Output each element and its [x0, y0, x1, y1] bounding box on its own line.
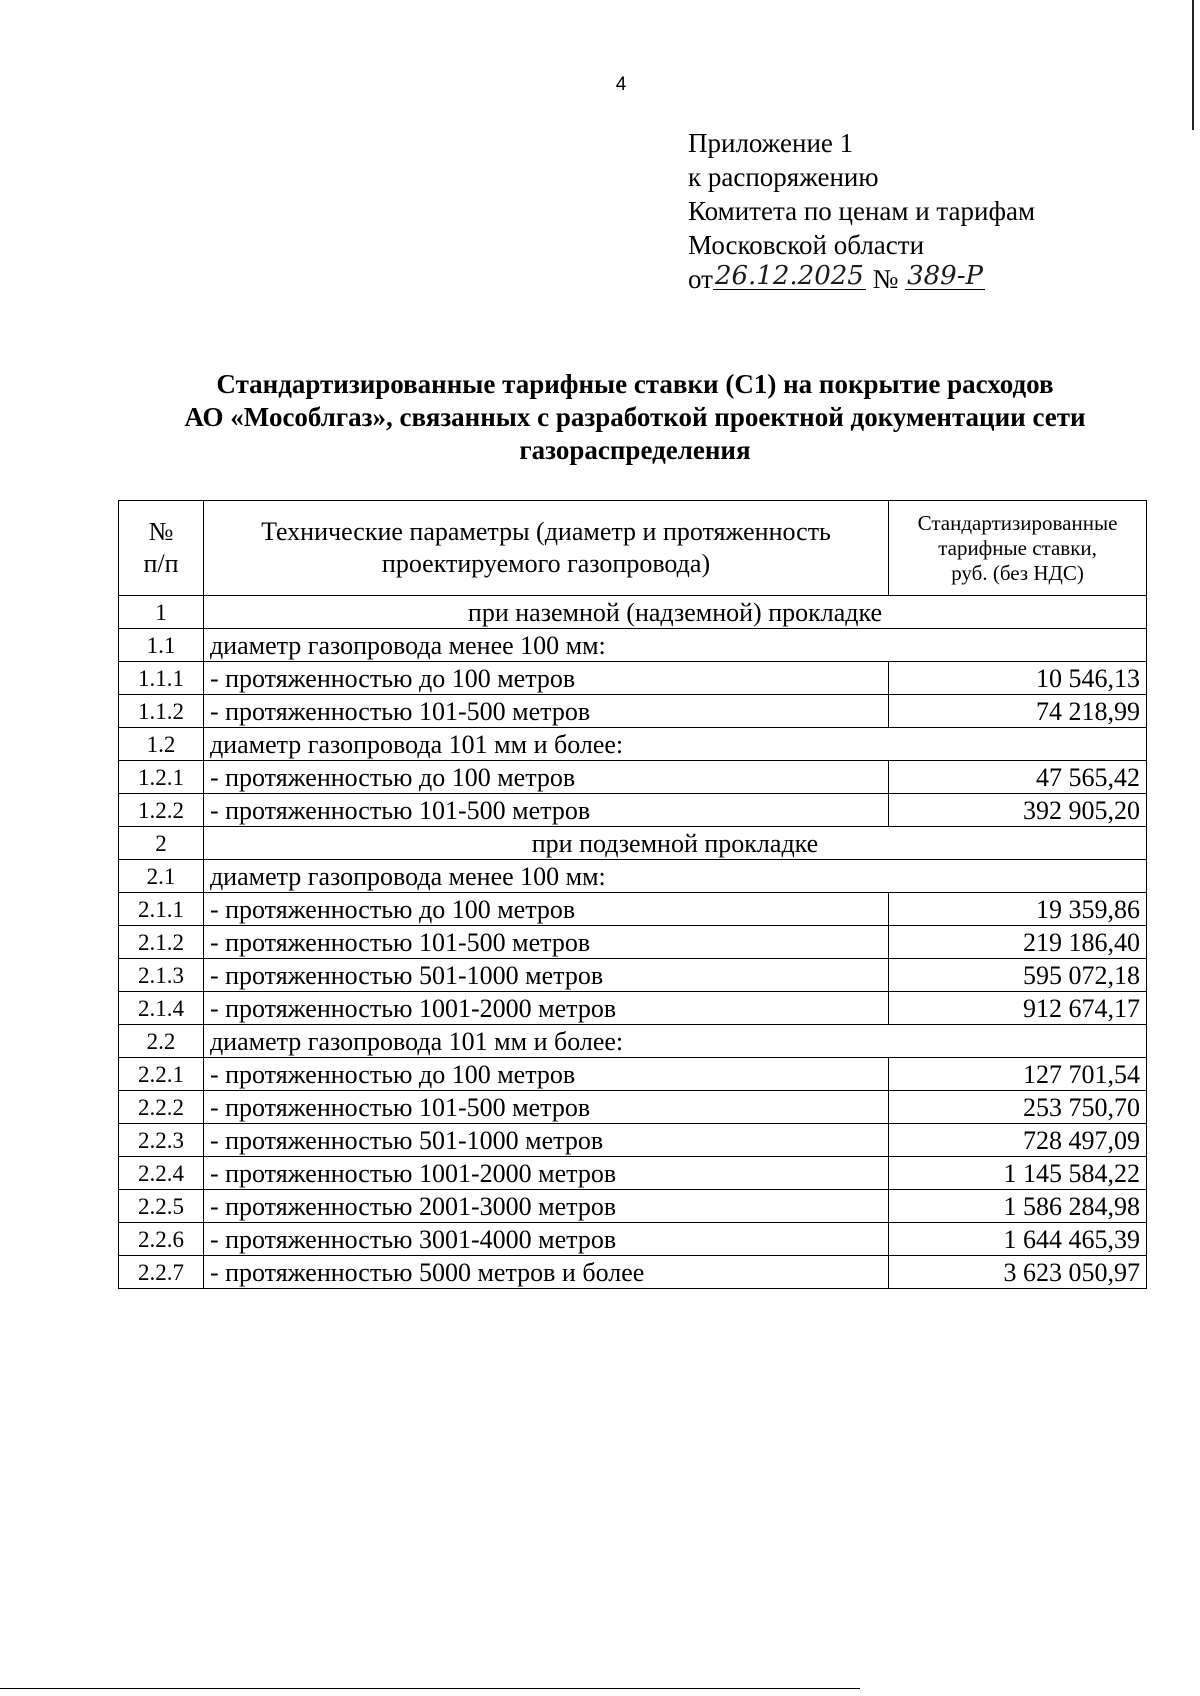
table-row: [119, 959, 1147, 992]
header-text: руб. (без НДС): [951, 560, 1084, 585]
document-title: [120, 368, 1150, 467]
header-rates: [889, 501, 1147, 596]
table-row: [119, 662, 1147, 695]
row-parameter: - протяженностью 101-500 метров: [203, 1091, 888, 1124]
row-number: 1: [119, 596, 204, 629]
header-text: проектируемого газопровода): [381, 549, 711, 578]
section-heading: при подземной прокладке: [203, 827, 1146, 860]
appendix-line: Комитета по ценам и тарифам: [688, 196, 1036, 226]
row-number: 2.2.3: [119, 1124, 204, 1157]
table-row: [119, 695, 1147, 728]
row-rate-value: 253 750,70: [889, 1091, 1147, 1124]
row-number: 2.2.1: [119, 1058, 204, 1091]
table-row: [119, 1223, 1147, 1256]
header-parameters: [203, 501, 888, 596]
row-rate-value: 728 497,09: [889, 1124, 1147, 1157]
table-row: [119, 629, 1147, 662]
handwritten-date: 26.12.2025: [714, 261, 864, 291]
table-row: [119, 860, 1147, 893]
row-rate-value: 595 072,18: [889, 959, 1147, 992]
header-text: тарифные ставки,: [938, 535, 1097, 560]
row-number: 1.2.2: [119, 794, 204, 827]
header-text: п/п: [143, 549, 179, 578]
table-row: [119, 1124, 1147, 1157]
table-row: [119, 827, 1147, 860]
title-line: АО «Мособлгаз», связанных с разработкой проектной документации сети: [184, 402, 1086, 432]
table-row: [119, 761, 1147, 794]
row-number: 2.1: [119, 860, 204, 893]
row-number: 2.2.5: [119, 1190, 204, 1223]
row-rate-value: 219 186,40: [889, 926, 1147, 959]
row-number: 2.2.6: [119, 1223, 204, 1256]
section-heading: при наземной (надземной) прокладке: [203, 596, 1146, 629]
group-heading: диаметр газопровода менее 100 мм:: [203, 629, 1146, 662]
row-parameter: - протяженностью 5000 метров и более: [203, 1256, 888, 1289]
row-rate-value: 392 905,20: [889, 794, 1147, 827]
table-row: [119, 1157, 1147, 1190]
table-row: [119, 1256, 1147, 1289]
row-number: 1.1.1: [119, 662, 204, 695]
title-line: Стандартизированные тарифные ставки (С1) на покрытие расходов: [216, 369, 1054, 399]
header-text: Стандартизированные: [917, 510, 1118, 535]
row-rate-value: 3 623 050,97: [889, 1256, 1147, 1289]
row-number: 2.2.4: [119, 1157, 204, 1190]
row-parameter: - протяженностью 2001-3000 метров: [203, 1190, 888, 1223]
appendix-line: Приложение 1: [688, 128, 854, 158]
appendix-date-number-line: [688, 262, 1035, 296]
table-row: [119, 794, 1147, 827]
appendix-line: Московской области: [688, 230, 925, 260]
scan-bottom-rule: [0, 1688, 860, 1689]
group-heading: диаметр газопровода 101 мм и более:: [203, 728, 1146, 761]
row-rate-value: 74 218,99: [889, 695, 1147, 728]
row-number: 2.1.3: [119, 959, 204, 992]
row-parameter: - протяженностью 101-500 метров: [203, 794, 888, 827]
row-parameter: - протяженностью 1001-2000 метров: [203, 992, 888, 1025]
row-parameter: - протяженностью 501-1000 метров: [203, 1124, 888, 1157]
row-number: 2.1.2: [119, 926, 204, 959]
table-header-row: [119, 501, 1147, 596]
row-parameter: - протяженностью 3001-4000 метров: [203, 1223, 888, 1256]
group-heading: диаметр газопровода 101 мм и более:: [203, 1025, 1146, 1058]
row-parameter: - протяженностью до 100 метров: [203, 662, 888, 695]
group-heading: диаметр газопровода менее 100 мм:: [203, 860, 1146, 893]
page-number: 4: [615, 74, 627, 95]
header-text: №: [148, 517, 174, 546]
row-number: 1.2: [119, 728, 204, 761]
row-number: 2.2.7: [119, 1256, 204, 1289]
appendix-block: [688, 126, 1035, 296]
table-row: [119, 992, 1147, 1025]
scan-edge-mark: [1192, 0, 1194, 130]
row-rate-value: 47 565,42: [889, 761, 1147, 794]
row-parameter: - протяженностью до 100 метров: [203, 1058, 888, 1091]
table-row: [119, 1058, 1147, 1091]
number-prefix: №: [872, 264, 899, 294]
row-number: 2: [119, 827, 204, 860]
row-rate-value: 127 701,54: [889, 1058, 1147, 1091]
row-rate-value: 19 359,86: [889, 893, 1147, 926]
title-line: газораспределения: [519, 435, 751, 465]
table-row: [119, 1091, 1147, 1124]
row-parameter: - протяженностью до 100 метров: [203, 761, 888, 794]
table-body: [119, 596, 1147, 1289]
row-number: 2.1.1: [119, 893, 204, 926]
date-prefix: от: [688, 264, 713, 294]
row-rate-value: 1 145 584,22: [889, 1157, 1147, 1190]
row-number: 2.2: [119, 1025, 204, 1058]
table-row: [119, 926, 1147, 959]
row-rate-value: 1 644 465,39: [889, 1223, 1147, 1256]
row-rate-value: 10 546,13: [889, 662, 1147, 695]
table-row: [119, 596, 1147, 629]
row-number: 1.1: [119, 629, 204, 662]
row-parameter: - протяженностью 101-500 метров: [203, 695, 888, 728]
row-number: 2.1.4: [119, 992, 204, 1025]
row-number: 1.1.2: [119, 695, 204, 728]
handwritten-number: 389-Р: [907, 261, 983, 291]
header-number: [119, 501, 204, 596]
row-number: 2.2.2: [119, 1091, 204, 1124]
row-parameter: - протяженностью 501-1000 метров: [203, 959, 888, 992]
row-parameter: - протяженностью до 100 метров: [203, 893, 888, 926]
table-row: [119, 1025, 1147, 1058]
row-number: 1.2.1: [119, 761, 204, 794]
table-row: [119, 1190, 1147, 1223]
appendix-line: к распоряжению: [688, 162, 879, 192]
row-parameter: - протяженностью 1001-2000 метров: [203, 1157, 888, 1190]
header-text: Технические параметры (диаметр и протяженность: [261, 517, 831, 546]
row-rate-value: 1 586 284,98: [889, 1190, 1147, 1223]
row-rate-value: 912 674,17: [889, 992, 1147, 1025]
table-row: [119, 728, 1147, 761]
tariff-table: [118, 500, 1147, 1289]
row-parameter: - протяженностью 101-500 метров: [203, 926, 888, 959]
table-row: [119, 893, 1147, 926]
